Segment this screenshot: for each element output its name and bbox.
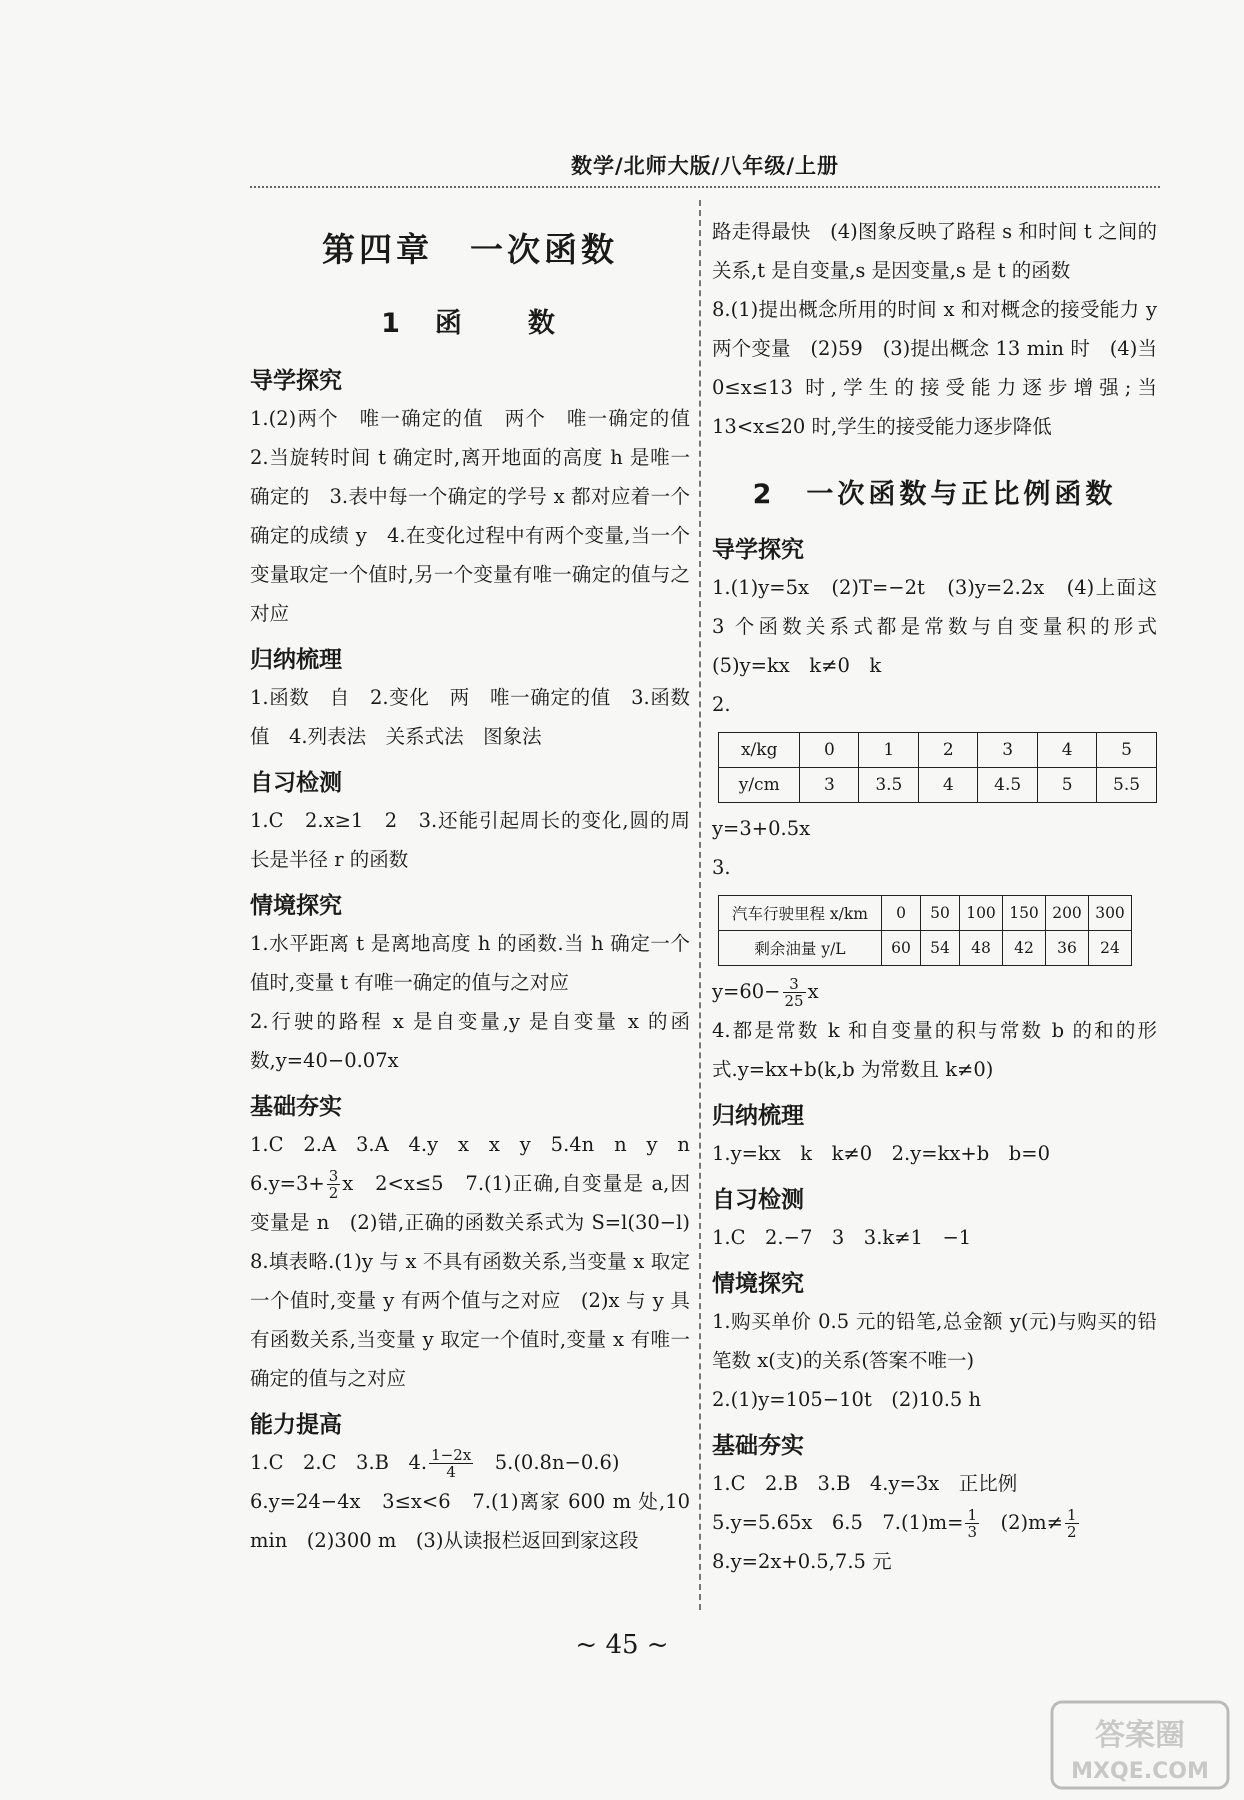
fraction-denominator: 3 <box>967 1523 977 1541</box>
fraction-numerator: 1 <box>967 1506 977 1524</box>
table-cell: x/kg <box>719 733 800 768</box>
watermark-text-1: 答案圈 <box>1095 1718 1185 1753</box>
subheading-daoxue: 导学探究 <box>250 368 342 394</box>
text-run: 1.C 2.C 3.B 4. <box>250 1451 428 1474</box>
chapter-title: 第四章 一次函数 <box>322 230 618 269</box>
table-cell: 200 <box>1046 896 1089 931</box>
answer-paragraph: 1.y=kx k k≠0 2.y=kx+b b=0 <box>712 1142 1050 1165</box>
watermark-logo <box>1050 1700 1230 1790</box>
answer-paragraph: 1.C 2.−7 3 3.k≠1 −1 <box>712 1226 972 1249</box>
running-header: 数学/北师大版/八年级/上册 <box>570 154 839 178</box>
answer-formula: y=3+0.5x <box>712 817 811 840</box>
answer-paragraph: 8.y=2x+0.5,7.5 元 <box>712 1550 892 1573</box>
table-cell: 5 <box>1097 733 1157 768</box>
table-row <box>719 768 1157 803</box>
value-table-1 <box>718 732 1157 803</box>
table-cell: 4 <box>919 768 978 803</box>
text-run: y=60− <box>712 980 781 1003</box>
text-run: x 2<x≤5 7.(1)正确,自变量是 a,因变量是 n (2)错,正确的函数关系式为 S=l(30−l) 8.填表略.(1)y 与 x 不具有函数关系,当变量 x 取定一个值时,变量 y 有两个值与之对应 (2)x 与 y 具有函数关系,当变量 y 取定一个值时,变量 x 有唯一确定的值与之对应 <box>250 1172 710 1390</box>
answer-label: 3. <box>712 856 731 879</box>
answer-paragraph: 1.函数 自 2.变化 两 唯一确定的值 3.函数值 4.列表法 关系式法 图象法 <box>250 686 690 748</box>
fraction-denominator: 2 <box>1066 1523 1077 1541</box>
answer-paragraph <box>712 1503 1157 1542</box>
table-cell: 100 <box>960 896 1003 931</box>
subheading-jichu: 基础夯实 <box>250 1094 342 1120</box>
fraction <box>429 1447 473 1480</box>
answer-paragraph: 2.行驶的路程 x 是自变量,y 是自变量 x 的函数,y=40−0.07x <box>250 1010 690 1072</box>
answer-formula <box>712 972 1157 1011</box>
table-cell: 36 <box>1046 931 1089 966</box>
table-cell: 5.5 <box>1097 768 1157 803</box>
answer-paragraph: 6.y=24−4x 3≤x<6 7.(1)离家 600 m 处,10 min (2)300 m (3)从读报栏返回到家这段 <box>250 1490 690 1552</box>
right-column <box>712 212 1177 1581</box>
subheading-zixi: 自习检测 <box>250 770 342 796</box>
answer-paragraph: 1.C 2.x≥1 2 3.还能引起周长的变化,圆的周长是半径 r 的函数 <box>250 809 690 871</box>
table-cell: 50 <box>921 896 960 931</box>
fraction-denominator: 25 <box>784 992 804 1010</box>
table-cell: 4 <box>1038 733 1097 768</box>
left-column <box>250 212 710 1560</box>
subheading-qingjing: 情境探究 <box>250 893 342 919</box>
text-run: 1.C 2.A 3.A 4.y x x y 5.4n n y n 6.y=3+ <box>250 1133 710 1195</box>
table-cell: 3 <box>800 768 859 803</box>
section-title-1: 1 函 数 <box>381 308 559 339</box>
subheading-guina: 归纳梳理 <box>712 1103 804 1129</box>
section-title-2: 2 一次函数与正比例函数 <box>752 479 1117 510</box>
answer-paragraph <box>250 1443 690 1482</box>
subheading-nengli: 能力提高 <box>250 1412 342 1438</box>
text-run: (2)m≠ <box>981 1511 1063 1534</box>
table-row <box>719 896 1132 931</box>
table-cell: 24 <box>1089 931 1132 966</box>
table-cell: 60 <box>882 931 921 966</box>
answer-paragraph: 1.(2)两个 唯一确定的值 两个 唯一确定的值 2.当旋转时间 t 确定时,离开地面的高度 h 是唯一确定的 3.表中每一个确定的学号 x 都对应着一个确定的成绩 y 4.在变化过程中有两个变量,当一个变量取定一个值时,另一个变量有唯一确定的值与之对应 <box>250 407 710 625</box>
table-cell: 48 <box>960 931 1003 966</box>
subheading-guina: 归纳梳理 <box>250 647 342 673</box>
fraction-denominator: 2 <box>328 1184 339 1202</box>
answer-paragraph: 路走得最快 (4)图象反映了路程 s 和时间 t 之间的关系,t 是自变量,s 是因变量,s 是 t 的函数 <box>712 220 1157 282</box>
subheading-zixi: 自习检测 <box>712 1187 804 1213</box>
answer-paragraph: 1.C 2.B 3.B 4.y=3x 正比例 <box>712 1472 1018 1495</box>
fraction <box>965 1507 979 1540</box>
fraction-denominator: 4 <box>446 1463 456 1481</box>
answer-paragraph: 1.(1)y=5x (2)T=−2t (3)y=2.2x (4)上面这 3 个函数关系式都是常数与自变量积的形式 (5)y=kx k≠0 k <box>712 576 1177 677</box>
table-cell: 剩余油量 y/L <box>719 931 882 966</box>
answer-label: 2. <box>712 693 731 716</box>
fraction <box>1065 1507 1079 1540</box>
fraction-numerator: 1−2x <box>431 1446 472 1464</box>
fraction <box>327 1168 341 1201</box>
subheading-daoxue: 导学探究 <box>712 537 804 563</box>
table-cell: 300 <box>1089 896 1132 931</box>
table-cell: 42 <box>1003 931 1046 966</box>
table-cell: 5 <box>1038 768 1097 803</box>
text-run: x <box>807 980 819 1003</box>
table-cell: 2 <box>919 733 978 768</box>
table-cell: 汽车行驶里程 x/km <box>719 896 882 931</box>
table-cell: 1 <box>859 733 919 768</box>
page-number: ~ 45 ~ <box>575 1630 669 1660</box>
fraction <box>783 976 806 1009</box>
table-cell: 0 <box>800 733 859 768</box>
header-rule <box>250 186 1160 188</box>
table-cell: 3 <box>978 733 1038 768</box>
answer-paragraph: 2.(1)y=105−10t (2)10.5 h <box>712 1388 982 1411</box>
table-cell: 3.5 <box>859 768 919 803</box>
fraction-numerator: 3 <box>783 976 806 993</box>
answer-paragraph: 1.水平距离 t 是离地高度 h 的函数.当 h 确定一个值时,变量 t 有唯一确定的值与之对应 <box>250 932 690 994</box>
table-cell: 0 <box>882 896 921 931</box>
fraction-numerator: 1 <box>1066 1506 1077 1524</box>
answer-paragraph <box>250 1125 710 1398</box>
value-table-2 <box>718 895 1132 966</box>
subheading-qingjing: 情境探究 <box>712 1271 804 1297</box>
answer-paragraph: 8.(1)提出概念所用的时间 x 和对概念的接受能力 y 两个变量 (2)59 (3)提出概念 13 min 时 (4)当 0≤x≤13 时,学生的接受能力逐步增强;当 13<x≤20 时,学生的接受能力逐步降低 <box>712 298 1157 438</box>
table-row <box>719 931 1132 966</box>
watermark-text-2: MXQE.COM <box>1071 1759 1209 1784</box>
table-cell: 150 <box>1003 896 1046 931</box>
table-cell: 54 <box>921 931 960 966</box>
table-cell: 4.5 <box>978 768 1038 803</box>
text-run: 5.(0.8n−0.6) <box>475 1451 620 1474</box>
fraction-numerator: 3 <box>328 1167 339 1185</box>
subheading-jichu: 基础夯实 <box>712 1433 804 1459</box>
table-cell: y/cm <box>719 768 800 803</box>
answer-paragraph: 4.都是常数 k 和自变量的积与常数 b 的和的形式.y=kx+b(k,b 为常数且 k≠0) <box>712 1019 1157 1081</box>
text-run: 5.y=5.65x 6.5 7.(1)m= <box>712 1511 964 1534</box>
table-row <box>719 733 1157 768</box>
answer-paragraph: 1.购买单价 0.5 元的铅笔,总金额 y(元)与购买的铅笔数 x(支)的关系(答案不唯一) <box>712 1310 1157 1372</box>
